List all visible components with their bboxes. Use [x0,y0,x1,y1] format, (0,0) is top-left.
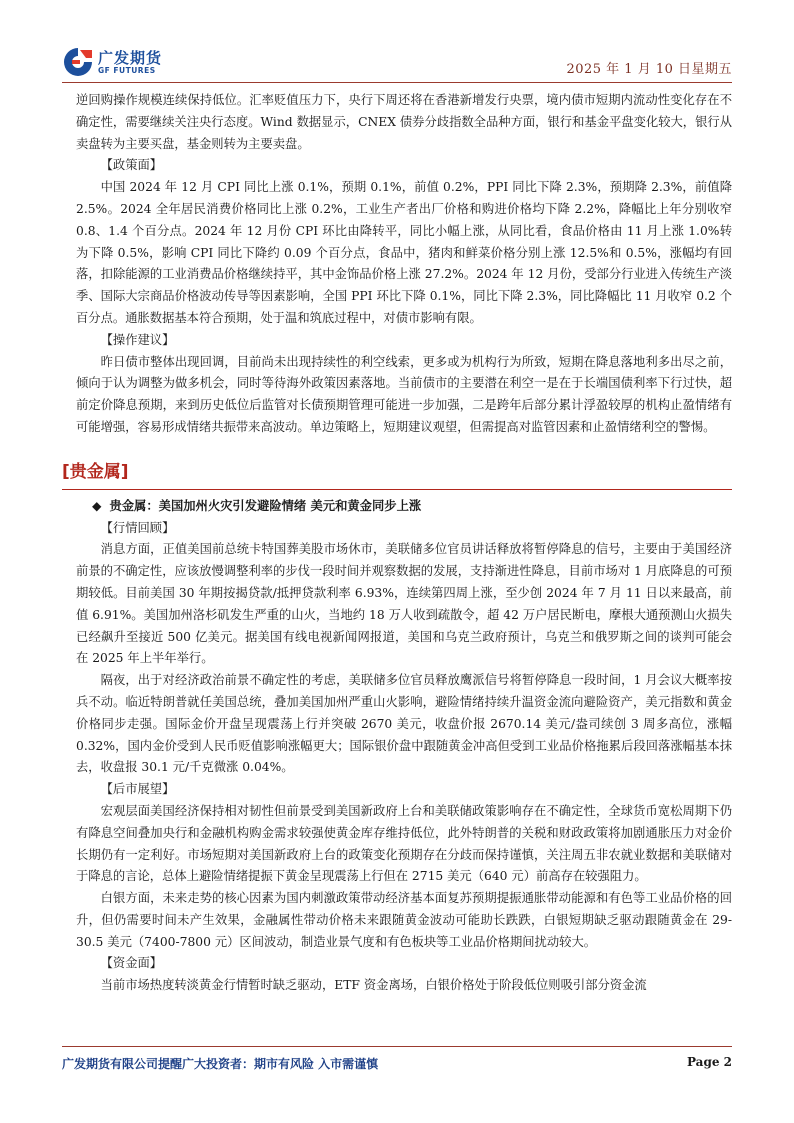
metals-headline-text: 贵金属：美国加州火灾引发避险情绪 美元和黄金同步上涨 [109,498,422,513]
funds-paragraph: 当前市场热度转淡黄金行情暂时缺乏驱动，ETF 资金离场，白银价格处于阶段低位则吸引部分资金流 [100,978,647,993]
outlook-paragraph-1: 宏观层面美国经济保持相对韧性但前景受到美国新政府上台和美联储政策影响存在不确定性，全球货币宽松周期下仍有降息空间叠加央行和金融机构购金需求较强使黄金库存维持低位，此外特朗普的关税和财政政策将加剧通胀压力对金价长期仍有一定利好。市场短期对美国新政府上台的政策变化预期存在分歧而保持谨慎，关注周五非农就业数据和美联储对于降息的言论，总体上避险情绪提振下黄金呈现震荡上行但在 2715 美元（640 元）前高存在较强阻力。 [76,803,732,884]
report-date: 2025 年 1 月 10 日星期五 [566,62,732,77]
advice-label: 【操作建议】 [100,332,175,347]
company-logo [62,46,192,80]
advice-paragraph: 昨日债市整体出现回调，目前尚未出现持续性的利空线索，更多或为机构行为所致，短期在降息落地利多出尽之前，倾向于认为调整为做多机会，同时等待海外政策因素落地。当前债市的主要潜在利空一是在于长端国债利率下行过快，超前定价降息预期，来到历史低位后监管对长债预期管理可能进一步加强，二是跨年后部分累计浮盈较厚的机构止盈情绪有可能增强，容易形成情绪共振带来高波动。单边策略上，短期建议观望，但需提高对监管因素和止盈情绪利空的警惕。 [76,354,732,434]
report-body [62,90,732,997]
page-footer [62,1046,732,1072]
page-number: Page 2 [686,1055,732,1069]
gf-logo-icon [62,46,94,78]
logo-text-cn: 广发期货 [98,49,163,67]
risk-notice: 广发期货有限公司提醒广大投资者：期市有风险 入市需谨慎 [62,1057,379,1071]
outlook-paragraph-2: 白银方面，未来走势的核心因素为国内刺激政策带动经济基本面复苏预期提振通胀带动能源和有色等工业品价格的回升，但仍需要时间未产生效果，金融属性带动价格未来跟随黄金波动可能助长跌跌，白银短期缺乏驱动跟随黄金在 29-30.5 美元（7400-7800 元）区间波动，制造业景气度和有色板块等工业品价格期间扰动较大。 [76,891,732,949]
policy-paragraph: 中国 2024 年 12 月 CPI 同比上涨 0.1%，预期 0.1%，前值 0.2%，PPI 同比下降 2.3%，预期降 2.3%，前值降 2.5%。2024 全年居民消费价格同比上涨 0.2%，工业生产者出厂价格和购进价格均下降 2.2%，降幅比上年分别收窄 0.8、1.4 个百分点。2024 年 12 月份 CPI 环比由降转平，同比小幅上涨，从同比看，食品价格由 11 月上涨 1.0%转为下降 0.5%，影响 CPI 同比下降约 0.09 个百分点，食品中，猪肉和鲜菜价格分别上涨 12.5%和 0.5%，涨幅均有回落，扣除能源的工业消费品价格继续持平，其中金饰品价格上涨 27.2%。2024 年 12 月份，受部分行业进入传统生产淡季、国际大宗商品价格波动传导等因素影响，全国 PPI 环比下降 0.1%，同比下降 2.3%，同比降幅比 11 月收窄 0.2 个百分点。通胀数据基本符合预期，处于温和筑底过程中，对债市影响有限。 [76,180,732,325]
section-divider [62,489,732,490]
outlook-label: 【后市展望】 [100,782,175,797]
review-paragraph-1: 消息方面，正值美国前总统卡特国葬美股市场休市，美联储多位官员讲话释放将暂停降息的信号，主要由于美国经济前景的不确定性，应该放慢调整利率的步伐一段时间并观察数据的发展，支持渐进性降息，目前市场对 1 月底降息的可预期较低。目前美国 30 年期按揭贷款/抵押贷款利率 6.93%，连续第四周上涨，至少创 2024 年 7 月 11 日以来最高，前值 6.91%。美国加州洛杉矶发生严重的山火，当地约 18 万人收到疏散令，超 42 万户居民断电，摩根大通预测山火损失已经飙升至接近 500 亿美元。据美国有线电视新闻网报道，美国和乌克兰政府预计，乌克兰和俄罗斯之间的谈判可能会在 2025 年上半年举行。 [76,542,732,666]
metals-headline [76,496,732,518]
review-label: 【行情回顾】 [100,520,175,535]
diamond-bullet-icon: ◆ [91,498,102,513]
page-header [62,44,732,83]
logo-text-en: GF FUTURES [98,66,156,75]
section-title-precious-metals: [贵金属] [62,461,129,482]
review-paragraph-2: 隔夜，出于对经济政治前景不确定性的考虑，美联储多位官员释放鹰派信号将暂停降息一段时间，1 月会议大概率按兵不动。临近特朗普就任美国总统，叠加美国加州严重山火影响，避险情绪持续升温资金流向避险资产，美元指数和黄金价格同步走强。国际金价开盘呈现震荡上行并突破 2670 美元，收盘价报 2670.14 美元/盎司续创 3 周多高位，涨幅 0.32%，国内金价受到人民币贬值影响涨幅更大；国际银价盘中跟随黄金冲高但受到工业品价格拖累后段回落涨幅基本抹去，收盘报 30.1 元/千克微涨 0.04%。 [76,673,732,775]
policy-label: 【政策面】 [100,158,163,173]
funds-label: 【资金面】 [100,956,163,971]
bond-intro-paragraph: 逆回购操作规模连续保持低位。汇率贬值压力下，央行下周还将在香港新增发行央票，境内债市短期内流动性变化存在不确定性，需要继续关注央行态度。Wind 数据显示，CNEX 债券分歧指数全品种方面，银行和基金平盘变化较大，银行从卖盘转为主要买盘，基金则转为主要卖盘。 [76,93,732,151]
